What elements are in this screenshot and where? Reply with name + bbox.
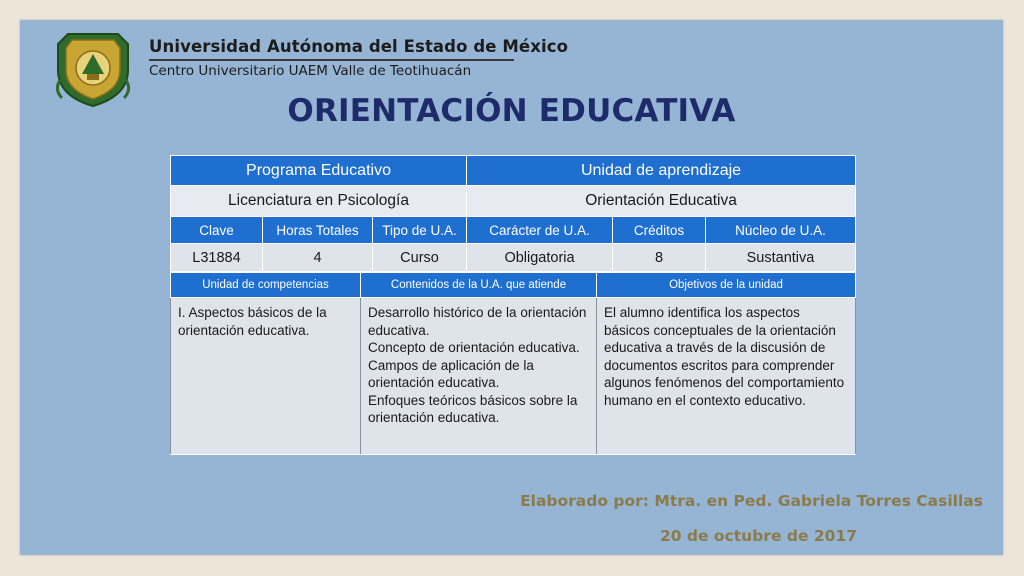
header-caracter-ua: Carácter de U.A. — [467, 217, 613, 244]
list-item: Desarrollo histórico de la orientación educativa. — [368, 305, 587, 338]
campus-name: Centro Universitario UAEM Valle de Teotihuacán — [149, 63, 472, 79]
header-tipo-ua: Tipo de U.A. — [373, 217, 467, 244]
header-contenidos: Contenidos de la U.A. que atiende — [361, 273, 597, 298]
header-divider — [149, 59, 514, 61]
list-item: I. Aspectos básicos de la orientación educativa. — [178, 305, 327, 338]
cell-objetivos — [597, 298, 856, 455]
value-programa-educativo: Licenciatura en Psicología — [171, 186, 467, 217]
university-name: Universidad Autónoma del Estado de México — [149, 37, 569, 56]
header-clave: Clave — [171, 217, 263, 244]
header-creditos: Créditos — [613, 217, 706, 244]
program-details-table — [170, 155, 856, 272]
value-caracter-ua: Obligatoria — [467, 244, 613, 272]
list-item: Campos de aplicación de la orientación educativa. — [368, 357, 534, 390]
header-unidad-aprendizaje: Unidad de aprendizaje — [467, 156, 856, 186]
list-item: Enfoques teóricos básicos sobre la orientación educativa. — [368, 392, 578, 425]
value-horas-totales: 4 — [263, 244, 373, 272]
header-programa-educativo: Programa Educativo — [171, 156, 467, 186]
header-nucleo-ua: Núcleo de U.A. — [706, 217, 856, 244]
value-unidad-aprendizaje: Orientación Educativa — [467, 186, 856, 217]
header-unidad-competencias: Unidad de competencias — [171, 273, 361, 298]
footer-date: 20 de octubre de 2017 — [659, 527, 857, 545]
cell-contenidos — [361, 298, 597, 455]
header-objetivos: Objetivos de la unidad — [597, 273, 856, 298]
cell-unidad-competencias — [171, 298, 361, 455]
value-creditos: 8 — [613, 244, 706, 272]
list-item: El alumno identifica los aspectos básicos conceptuales de la orientación educativa a través de la discusión de documentos escritos para comprender algunos fenómenos del comportamiento humano en el contexto educativo. — [604, 305, 845, 408]
page-title: ORIENTACIÓN EDUCATIVA — [287, 93, 736, 129]
slide — [20, 20, 1003, 555]
value-clave: L31884 — [171, 244, 263, 272]
list-item: Concepto de orientación educativa. — [368, 340, 580, 355]
footer-author: Elaborado por: Mtra. en Ped. Gabriela Torres Casillas — [520, 492, 983, 510]
value-nucleo-ua: Sustantiva — [706, 244, 856, 272]
value-tipo-ua: Curso — [373, 244, 467, 272]
header-horas-totales: Horas Totales — [263, 217, 373, 244]
content-table — [170, 272, 856, 455]
